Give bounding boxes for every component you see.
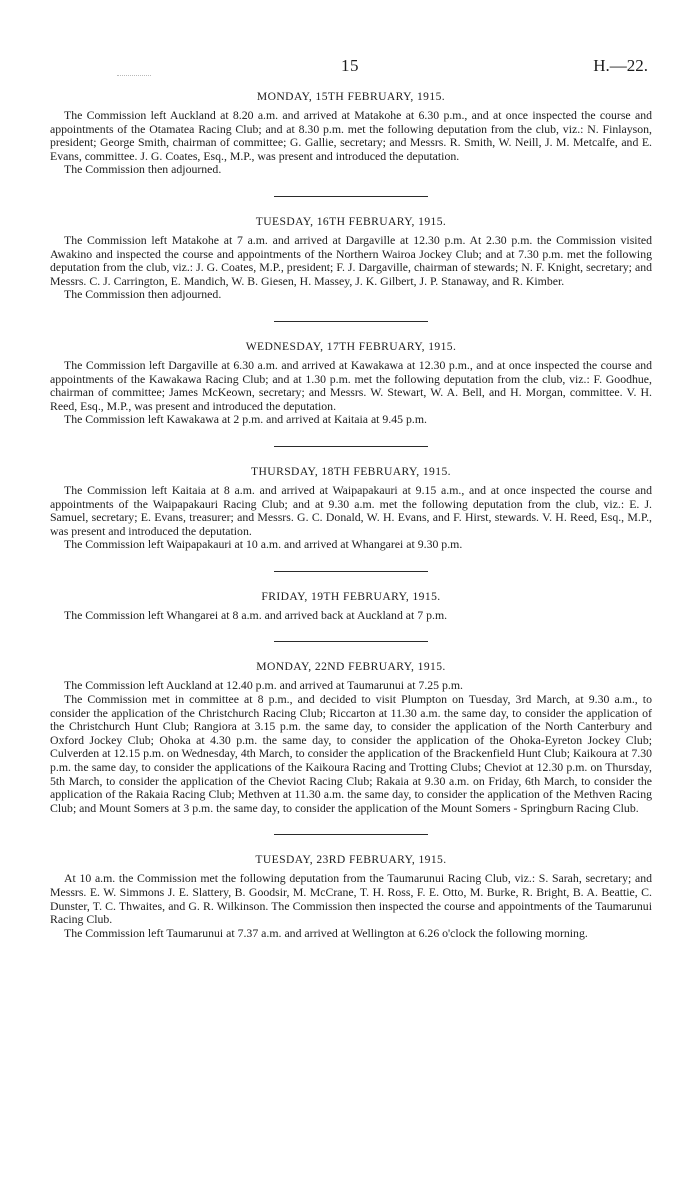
entry-date: MONDAY, 22ND FEBRUARY, 1915. <box>256 660 446 674</box>
journal-content <box>50 90 652 940</box>
journal-entry <box>50 215 652 302</box>
entry-date: WEDNESDAY, 17TH FEBRUARY, 1915. <box>245 339 457 353</box>
document-reference: H.—22. <box>593 56 648 75</box>
entry-paragraph: The Commission left Waipapakauri at 10 a.m. and arrived at Whangarei at 9.30 p.m. <box>64 537 463 552</box>
section-divider <box>274 571 428 572</box>
section-divider <box>274 446 428 447</box>
journal-entry <box>50 465 652 552</box>
entry-date: THURSDAY, 18TH FEBRUARY, 1915. <box>251 464 451 478</box>
header-dotted-mark <box>117 75 151 76</box>
entry-paragraph: The Commission left Dargaville at 6.30 a.m. and arrived at Kawakawa at 12.30 p.m., and at once inspected the course and appointments of the Kawakawa Racing Club; and at 1.30 p.m. met the following deputation from the club, viz.: F. Goodhue, chairman of committee; James McKeown, secretary; and Messrs. W. Stewart, W. A. Bell, and H. Morgan, committee. V. H. Reed, Esq., M.P., was present and introduced the deputation. <box>50 357 652 413</box>
journal-entry <box>50 340 652 427</box>
section-divider <box>274 321 428 322</box>
journal-entry <box>50 590 652 623</box>
section-divider <box>274 196 428 197</box>
entry-date: TUESDAY, 23RD FEBRUARY, 1915. <box>255 853 447 867</box>
entry-paragraph: The Commission left Kawakawa at 2 p.m. and arrived at Kaitaia at 9.45 p.m. <box>64 412 427 427</box>
section-divider <box>274 834 428 835</box>
entry-paragraph: The Commission met in committee at 8 p.m., and decided to visit Plumpton on Tuesday, 3rd March, at 9.30 a.m., to consider the application of the Christchurch Racing Club; Riccarton at 11.30 a.m. the same day, to consider the application of the Christchurch Hunt Club; Rangiora at 3.15 p.m. the same day, to consider the application of the North Canterbury and Oxford Jockey Club; Ohoka at 4.30 p.m. the same day, to consider the application of the Ohoka-Eyreton Jockey Club; Culverden at 12.15 p.m. on Wednesday, 4th March, to consider the application of the Brackenfield Hunt Club; Kaikoura at 7.30 p.m. the same day, to consider the applications of the Kaikoura Racing and Trotting Clubs; Cheviot at 12.30 p.m. on Thursday, 5th March, to consider the application of the Cheviot Racing Club; Rakaia at 9.30 a.m. on Friday, 6th March, to consider the application of the Rakaia Racing Club; Methven at 11.30 a.m. the same day, to consider the application of the Methven Racing Club; and Mount Somers at 3 p.m. the same day, to consider the application of the Mount Somers - Springburn Racing Club. <box>50 692 652 815</box>
section-divider <box>274 641 428 642</box>
journal-entry <box>50 853 652 940</box>
page-number: 15 <box>341 56 359 75</box>
entry-paragraph: The Commission then adjourned. <box>64 287 222 302</box>
entry-paragraph: The Commission left Kaitaia at 8 a.m. and arrived at Waipapakauri at 9.15 a.m., and at once inspected the course and appointments of the Waipapakauri Racing Club; and at 9.30 a.m. met the following deputation from the club, viz.: E. J. Samuel, secretary; E. Evans, treasurer; and Messrs. G. C. Donald, W. H. Evans, and F. Hirst, stewards. V. H. Reed, Esq., M.P., was present and introduced the deputation. <box>50 482 652 538</box>
entry-paragraph: The Commission left Whangarei at 8 a.m. and arrived back at Auckland at 7 p.m. <box>64 607 448 622</box>
entry-paragraph: The Commission left Auckland at 8.20 a.m. and arrived at Matakohe at 6.30 p.m., and at once inspected the course and appointments of the Otamatea Racing Club; and at 8.30 p.m. met the following deputation from the club, viz.: N. Finlayson, president; George Smith, chairman of committee; G. Gallie, secretary; and Messrs. R. Smith, W. Neill, J. M. Metcalfe, and E. Evans, committee. J. G. Coates, Esq., M.P., was present and introduced the deputation. <box>50 108 652 163</box>
entry-date: TUESDAY, 16TH FEBRUARY, 1915. <box>255 214 447 228</box>
entry-paragraph: The Commission left Taumarunui at 7.37 a.m. and arrived at Wellington at 6.26 o'clock the following morning. <box>64 925 588 940</box>
entry-paragraph: The Commission left Matakohe at 7 a.m. and arrived at Dargaville at 12.30 p.m. At 2.30 p.m. the Commission visited Awakino and inspected the course and appointments of the Northern Wairoa Jockey Club; and at 7.30 p.m. met the following deputation from the club, viz.: J. G. Coates, M.P., president; F. J. Dargaville, chairman of stewards; N. F. Knight, secretary; and Messrs. C. J. Carrington, E. Mandich, W. B. Giesen, H. Massey, J. K. Gilbert, J. P. Stanaway, and R. Kimber. <box>50 232 652 288</box>
entry-paragraph: At 10 a.m. the Commission met the following deputation from the Taumarunui Racing Club, viz.: S. Sarah, secretary; and Messrs. E. W. Simmons J. E. Slattery, B. Goodsir, M. McCrane, T. H. Ross, F. E. Otto, M. Burke, R. Bright, B. A. Beattie, C. Dunster, T. C. Thwaites, and G. R. Wilkinson. The Commission then inspected the course and appointments of the Taumarunui Racing Club. <box>50 871 652 927</box>
journal-entry <box>50 90 652 177</box>
entry-paragraph: The Commission left Auckland at 12.40 p.m. and arrived at Taumarunui at 7.25 p.m. <box>64 678 463 693</box>
entry-date: MONDAY, 15TH FEBRUARY, 1915. <box>256 90 446 103</box>
entry-date: FRIDAY, 19TH FEBRUARY, 1915. <box>261 589 441 603</box>
journal-entry <box>50 660 652 815</box>
entry-paragraph: The Commission then adjourned. <box>64 162 222 177</box>
